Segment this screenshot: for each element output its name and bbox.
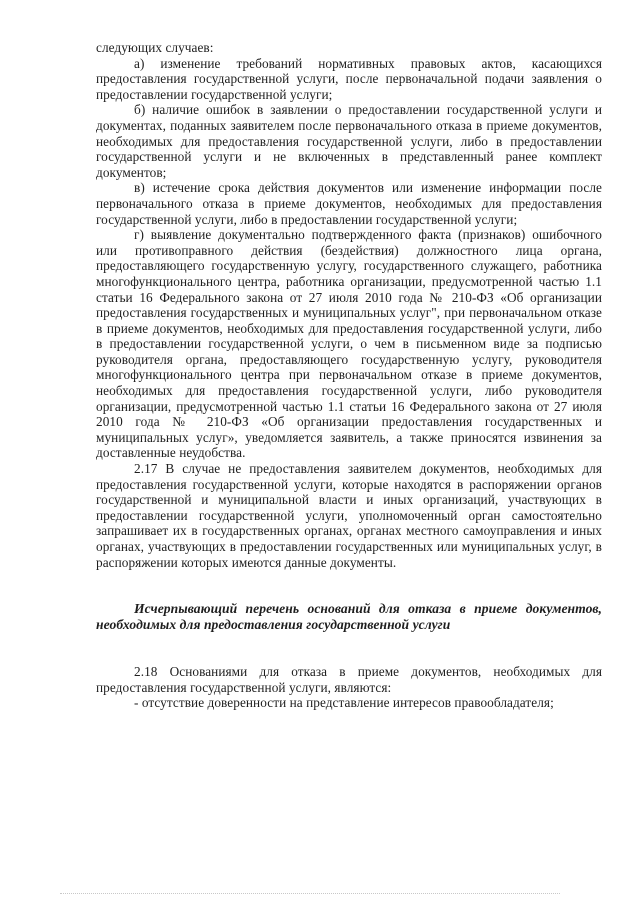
paragraph-item-b: б) наличие ошибок в заявлении о предоставлении государственной услуги и документах, поданных заявителем после первоначального отказа в приеме документов, необходимых для предоставления государственной услуги, либо в предоставлении государственной услуги и не включенных в представленный ранее комплект документов; [96,102,602,180]
paragraph-item-v: в) истечение срока действия документов или изменение информации после первоначального отказа в приеме документов, необходимых для предоставления государственной услуги, либо в предоставлении государственной услуги; [96,180,602,227]
section-heading: Исчерпывающий перечень оснований для отказа в приеме документов, необходимых для предоставления государственной услуги [96,601,602,633]
document-page [96,40,602,711]
paragraph-continuation: следующих случаев: [96,40,214,55]
paragraph-item-g: г) выявление документально подтвержденного факта (признаков) ошибочного или противоправного действия (бездействия) должностного лица органа, предоставляющего государственную услугу, государственного служащего, работника многофункционального центра, работника организации, предусмотренной частью 1.1 статьи 16 Федерального закона от 27 июля 2010 года № 210-ФЗ «Об организации предоставления государственных и муниципальных услуг", при первоначальном отказе в приеме документов, необходимых для предоставления государственной услуги, либо в предоставлении государственной услуги, о чем в письменном виде за подписью руководителя органа, предоставляющего государственную услугу, руководителя многофункционального центра при первоначальном отказе в приеме документов, необходимых для предоставления государственной услуги, либо руководителя организации, предусмотренной частью 1.1 статьи 16 Федерального закона от 27 июля 2010 года № 210-ФЗ «Об организации предоставления государственных и муниципальных услуг», уведомляется заявитель, а также приносятся извинения за доставленные неудобства. [96,227,602,461]
paragraph-item-a: а) изменение требований нормативных правовых актов, касающихся предоставления государственной услуги, после первоначальной подачи заявления о предоставлении государственной услуги; [96,55,602,102]
page-bottom-rule [60,893,560,894]
paragraph-2-17: 2.17 В случае не предоставления заявителем документов, необходимых для предоставления государственной услуги, которые находятся в распоряжении органов государственной и муниципальной власти и иных организаций, участвующих в предоставлении государственной услуги, уполномоченный орган самостоятельно запрашивает их в государственных органах, органах местного самоуправления и иных органах, участвующих в предоставлении государственных или муниципальных услуг, в распоряжении которых имеются данные документы. [96,461,602,570]
paragraph-list-item: - отсутствие доверенности на представление интересов правообладателя; [134,695,554,711]
paragraph-2-18: 2.18 Основаниями для отказа в приеме документов, необходимых для предоставления государственной услуги, являются: [96,664,602,695]
